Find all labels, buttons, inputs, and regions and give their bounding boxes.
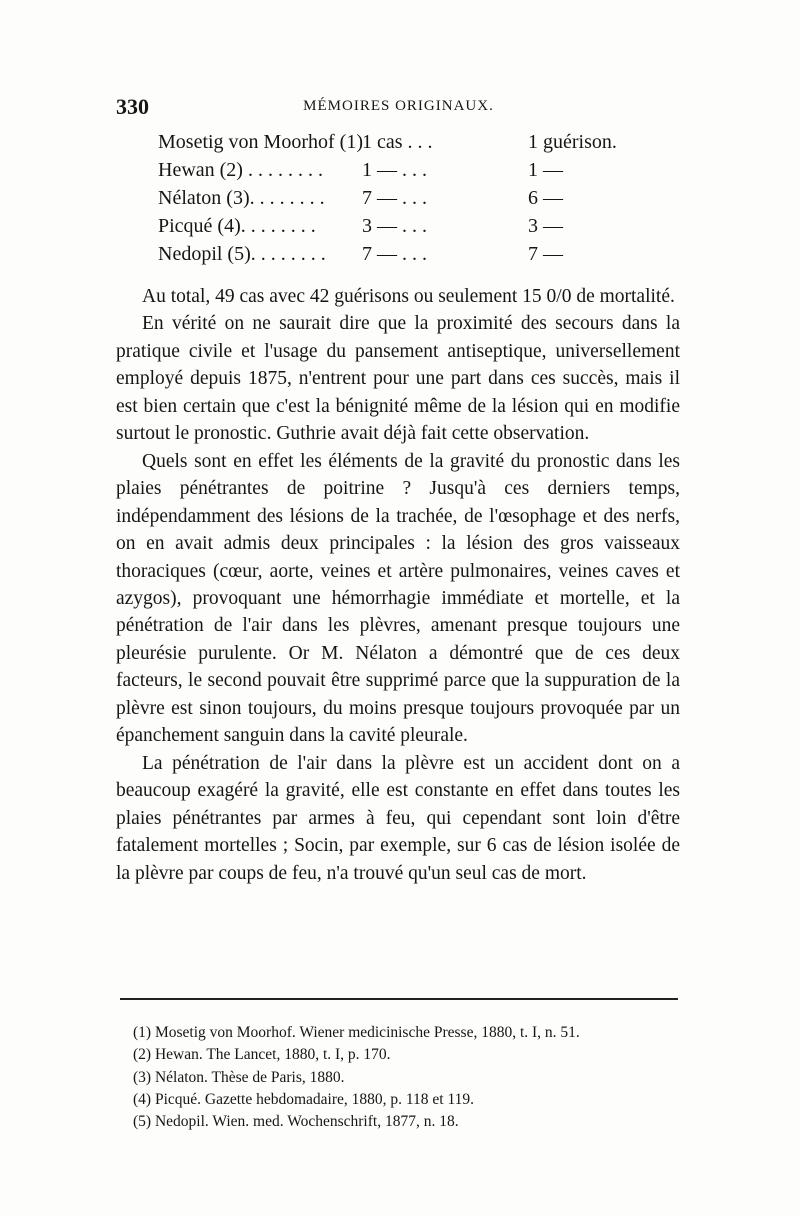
author-cell: Nélaton (3). . . . . . . . (158, 187, 325, 209)
cases-cell: 3 — . . . (362, 215, 427, 237)
footnote: (5) Nedopil. Wien. med. Wochenschrift, 1877, n. 18. (133, 1113, 459, 1131)
result-cell: 3 — (528, 215, 563, 237)
cases-cell: 1 cas . . . (362, 131, 433, 153)
footnote: (4) Picqué. Gazette hebdomadaire, 1880, p. 118 et 119. (133, 1090, 475, 1108)
paragraph: Quels sont en effet les éléments de la gravité du pronostic dans les plaies pénétrantes de poitrine ? Jusqu'à ces derniers temps, indépendamment des lésions de la trachée, de l'œsophage et des nerfs, on en avait admis deux principales : la lésion des gros vaisseaux thoraciques (cœur, aorte, veines et artère pulmonaires, veines caves et azygos), provoquant une hémorrhagie immédiate et mortelle, et la pénétration de l'air dans les plèvres, amenant presque toujours une pleurésie purulente. Or M. Nélaton a démontré que de ces deux facteurs, le second pouvait être supprimé parce que la suppuration de la plèvre est sinon toujours, du moins presque toujours provoquée par un épanchement sanguin dans la cavité pleurale. (116, 450, 680, 747)
case-statistics (158, 128, 678, 268)
stat-row (158, 156, 678, 184)
author-cell: Mosetig von Moorhof (1) (158, 131, 363, 153)
result-cell: 1 guérison. (528, 131, 617, 153)
footnote-divider (120, 998, 678, 1000)
stat-row (158, 240, 678, 268)
stat-row (158, 184, 678, 212)
footnotes (133, 1022, 693, 1133)
result-cell: 6 — (528, 187, 563, 209)
paragraph: En vérité on ne saurait dire que la proximité des secours dans la pratique civile et l'usage du pansement antiseptique, universellement employé depuis 1875, n'entrent pour une part dans ces succès, mais il est bien certain que c'est la bénignité même de la lésion qui en modifie surtout le pronostic. Guthrie avait déjà fait cette observation. (116, 313, 680, 445)
footnote: (2) Hewan. The Lancet, 1880, t. I, p. 170. (133, 1046, 391, 1064)
paragraph: La pénétration de l'air dans la plèvre est un accident dont on a beaucoup exagéré la gravité, elle est constante en effet dans toutes les plaies pénétrantes par armes à feu, qui cependant sont loin d'être fatalement mortelles ; Socin, par exemple, sur 6 cas de lésion isolée de la plèvre par coups de feu, n'a trouvé qu'un seul cas de mort. (116, 752, 680, 884)
body-text (116, 283, 680, 887)
stat-row (158, 212, 678, 240)
stat-row (158, 128, 678, 156)
cases-cell: 7 — . . . (362, 243, 427, 265)
author-cell: Picqué (4). . . . . . . . (158, 215, 316, 237)
result-cell: 7 — (528, 243, 563, 265)
page-number: 330 (116, 94, 149, 119)
page-header (116, 92, 681, 126)
cases-cell: 7 — . . . (362, 187, 427, 209)
author-cell: Nedopil (5). . . . . . . . (158, 243, 326, 265)
paragraph: Au total, 49 cas avec 42 guérisons ou seulement 15 0/0 de mortalité. (142, 286, 675, 307)
author-cell: Hewan (2) . . . . . . . . (158, 159, 323, 181)
footnote: (3) Nélaton. Thèse de Paris, 1880. (133, 1068, 345, 1086)
footnote: (1) Mosetig von Moorhof. Wiener medicinische Presse, 1880, t. I, n. 51. (133, 1024, 580, 1041)
result-cell: 1 — (528, 159, 563, 181)
running-title: MÉMOIRES ORIGINAUX. (303, 98, 494, 114)
cases-cell: 1 — . . . (362, 159, 427, 181)
